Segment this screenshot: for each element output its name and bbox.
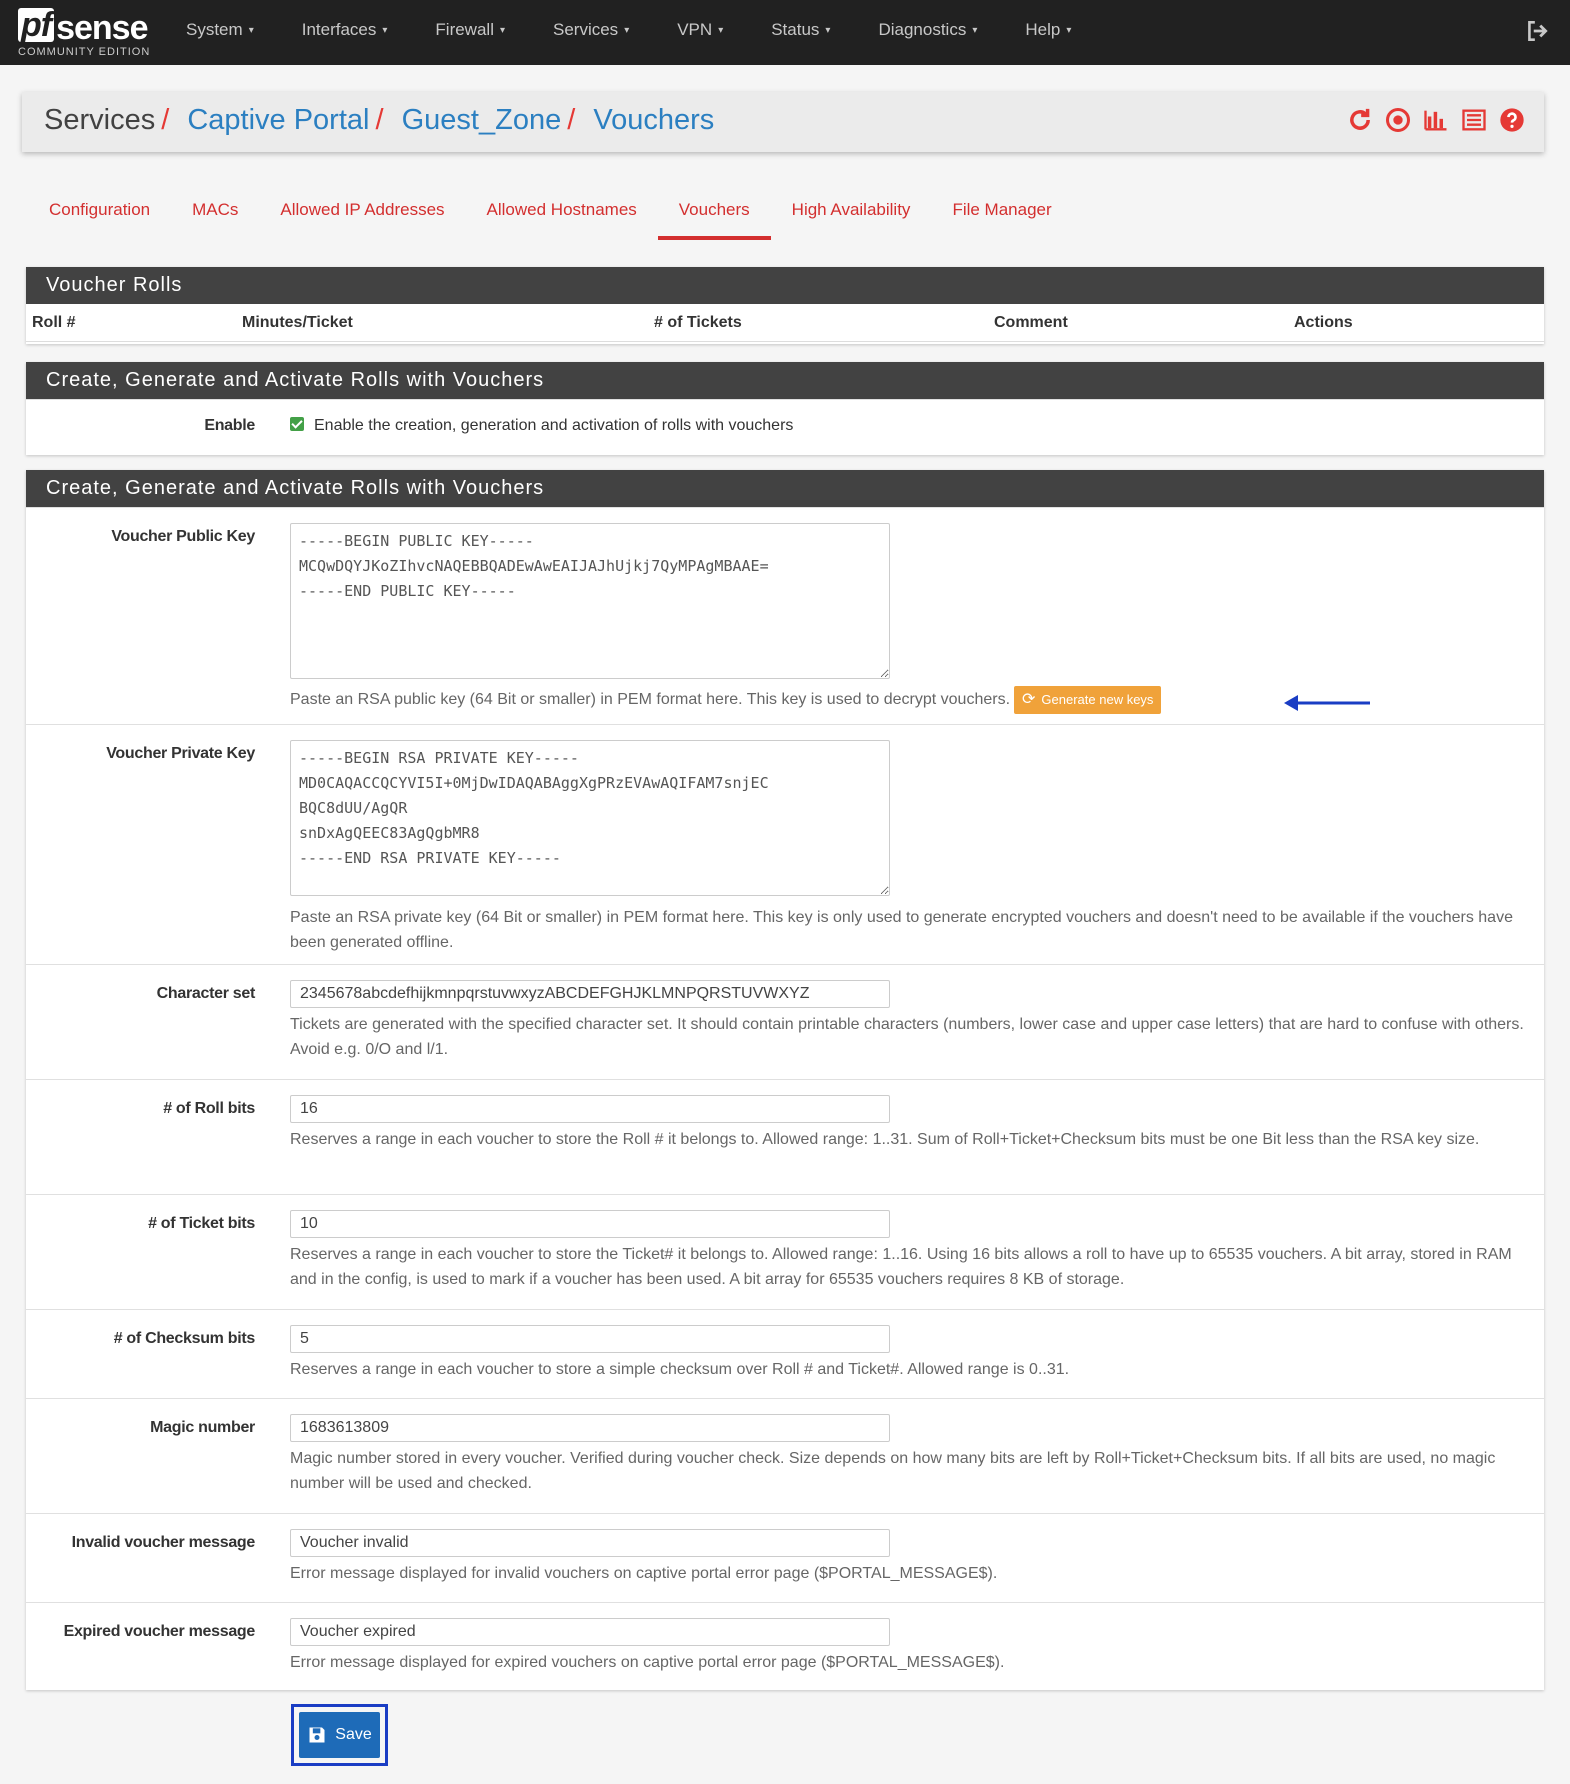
invalid-message-row <box>26 1513 1544 1602</box>
expired-message-help: Error message displayed for expired vouchers on captive portal error page ($PORTAL_MESSAGE$). <box>290 1654 1005 1671</box>
ticket-bits-row <box>26 1194 1544 1309</box>
breadcrumb-services: Services <box>44 104 156 136</box>
roll-bits-input[interactable] <box>290 1095 890 1123</box>
nav-firewall[interactable] <box>435 0 505 65</box>
voucher-rolls-table-header <box>26 304 1544 342</box>
ticket-bits-input[interactable] <box>290 1210 890 1238</box>
nav-status[interactable] <box>771 0 830 65</box>
charset-row <box>26 964 1544 1079</box>
caret-down-icon: ▾ <box>248 25 254 36</box>
help-icon[interactable] <box>1498 106 1526 134</box>
private-key-textarea[interactable] <box>290 740 890 896</box>
tab-allowed-ip-addresses[interactable]: Allowed IP Addresses <box>280 200 445 219</box>
col-actions: Actions <box>1294 314 1353 331</box>
private-key-label: Voucher Private Key <box>106 745 255 762</box>
breadcrumb-captive-portal[interactable]: Captive Portal <box>187 104 370 136</box>
breadcrumb-separator: / <box>567 104 576 136</box>
invalid-message-field <box>290 1529 1534 1586</box>
public-key-help-text: Paste an RSA public key (64 Bit or smaller) in PEM format here. This key is used to decrypt vouchers. <box>290 691 1011 709</box>
invalid-message-label: Invalid voucher message <box>71 1534 255 1551</box>
nav-firewall-label: Firewall <box>435 20 494 39</box>
save-icon <box>307 1725 327 1745</box>
caret-down-icon: ▾ <box>382 25 388 36</box>
col-roll: Roll # <box>32 314 76 331</box>
charset-input[interactable] <box>290 980 890 1008</box>
enable-panel <box>26 362 1544 455</box>
voucher-settings-panel <box>26 470 1544 1690</box>
ticket-bits-field <box>290 1210 1534 1292</box>
roll-bits-help: Reserves a range in each voucher to store the Roll # it belongs to. Allowed range: 1..31. Sum of Roll+Ticket+Checksum bits must be one Bit less than the RSA key size. <box>290 1131 1480 1148</box>
voucher-rolls-panel <box>26 267 1544 344</box>
col-num-tickets: # of Tickets <box>654 314 742 331</box>
caret-down-icon: ▾ <box>825 25 831 36</box>
enable-checkbox-label[interactable]: Enable the creation, generation and activation of rolls with vouchers <box>314 417 794 434</box>
public-key-textarea[interactable] <box>290 523 890 679</box>
breadcrumb-actions <box>1346 106 1526 134</box>
nav-menu <box>186 0 1119 65</box>
nav-vpn[interactable] <box>677 0 723 65</box>
checksum-bits-input[interactable] <box>290 1325 890 1353</box>
charset-help: Tickets are generated with the specified character set. It should contain printable characters (numbers, lower case and upper case letters) that are hard to confuse with others. Avoid e.g. 0/O and l/1. <box>290 1016 1524 1058</box>
logout-icon[interactable] <box>1524 18 1550 44</box>
breadcrumb-separator: / <box>161 104 170 136</box>
private-key-row <box>26 724 1544 964</box>
checksum-bits-label: # of Checksum bits <box>113 1330 255 1347</box>
invalid-message-input[interactable] <box>290 1529 890 1557</box>
nav-diagnostics[interactable] <box>878 0 977 65</box>
expired-message-input[interactable] <box>290 1618 890 1646</box>
caret-down-icon: ▾ <box>499 25 505 36</box>
breadcrumb-vouchers[interactable]: Vouchers <box>593 104 715 136</box>
caret-down-icon: ▾ <box>972 25 978 36</box>
enable-checkbox[interactable] <box>290 417 304 431</box>
nav-system[interactable] <box>186 0 254 65</box>
nav-help[interactable] <box>1025 0 1071 65</box>
annotation-arrow-icon <box>1282 691 1372 715</box>
logo-edition: COMMUNITY EDITION <box>18 46 151 58</box>
charset-label: Character set <box>156 985 255 1002</box>
invalid-message-help: Error message displayed for invalid vouchers on captive portal error page ($PORTAL_MESSAGE$). <box>290 1565 998 1582</box>
breadcrumb-separator: / <box>375 104 384 136</box>
refresh-icon[interactable] <box>1346 106 1374 134</box>
roll-bits-label: # of Roll bits <box>163 1100 255 1117</box>
generate-keys-button[interactable] <box>1014 686 1161 714</box>
col-comment: Comment <box>994 314 1068 331</box>
breadcrumb <box>44 104 714 137</box>
caret-down-icon: ▾ <box>718 25 724 36</box>
nav-services-label: Services <box>553 20 619 39</box>
checksum-bits-field <box>290 1325 1534 1382</box>
breadcrumb-guest-zone[interactable]: Guest_Zone <box>401 104 562 136</box>
save-highlight <box>291 1704 388 1766</box>
magic-number-help: Magic number stored in every voucher. Verified during voucher check. Size depends on how many bits are left by Roll+Ticket+Checksum bits. If all bits are used, no magic number will be used and checked. <box>290 1450 1496 1492</box>
generate-keys-label: Generate new keys <box>1041 692 1154 707</box>
top-navbar <box>0 0 1570 65</box>
nav-interfaces[interactable] <box>302 0 388 65</box>
checksum-bits-help: Reserves a range in each voucher to store a simple checksum over Roll # and Ticket#. Allowed range is 0..31. <box>290 1361 1070 1378</box>
ticket-bits-help: Reserves a range in each voucher to store the Ticket# it belongs to. Allowed range: 1..16. Using 16 bits allows a roll to have up to 65535 vouchers. A bit array, stored in RAM and in the config, is used to mark if a voucher has been used. A bit array for 65535 vouchers requires 8 KB of storage. <box>290 1246 1512 1288</box>
save-button[interactable] <box>299 1712 380 1758</box>
magic-number-input[interactable] <box>290 1414 890 1442</box>
expired-message-field <box>290 1618 1534 1675</box>
roll-bits-field <box>290 1095 1534 1152</box>
tab-allowed-hostnames[interactable]: Allowed Hostnames <box>486 200 637 219</box>
nav-system-label: System <box>186 20 243 39</box>
nav-vpn-label: VPN <box>677 20 713 39</box>
nav-diagnostics-label: Diagnostics <box>878 20 967 39</box>
logo-sense: sense <box>56 9 148 47</box>
public-key-label: Voucher Public Key <box>111 528 255 545</box>
chart-icon[interactable] <box>1422 106 1450 134</box>
logo-pf: pf <box>18 8 54 42</box>
roll-bits-row <box>26 1079 1544 1194</box>
charset-field <box>290 980 1534 1062</box>
tab-high-availability[interactable]: High Availability <box>791 200 911 219</box>
save-label: Save <box>335 1726 372 1743</box>
tab-configuration[interactable]: Configuration <box>49 200 151 219</box>
expired-message-row <box>26 1602 1544 1690</box>
tab-macs[interactable]: MACs <box>192 200 239 219</box>
nav-status-label: Status <box>771 20 820 39</box>
public-key-field <box>290 523 1534 714</box>
caret-down-icon: ▾ <box>1066 25 1072 36</box>
tab-file-manager[interactable]: File Manager <box>952 200 1052 219</box>
tab-vouchers[interactable]: Vouchers <box>658 190 771 240</box>
list-icon[interactable] <box>1460 106 1488 134</box>
enable-row <box>26 399 1544 455</box>
checksum-bits-row <box>26 1309 1544 1398</box>
pfsense-logo[interactable] <box>18 8 160 60</box>
enable-field <box>290 417 1534 435</box>
enable-panel-title: Create, Generate and Activate Rolls with Vouchers <box>26 362 1544 399</box>
magic-number-label: Magic number <box>150 1419 255 1436</box>
expired-message-label: Expired voucher message <box>63 1623 255 1640</box>
tab-bar <box>28 190 1073 240</box>
nav-help-label: Help <box>1025 20 1061 39</box>
nav-services[interactable] <box>553 0 629 65</box>
ticket-bits-label: # of Ticket bits <box>148 1215 255 1232</box>
magic-number-row <box>26 1398 1544 1513</box>
refresh-icon: ⟳ <box>1022 691 1036 708</box>
private-key-help: Paste an RSA private key (64 Bit or smaller) in PEM format here. This key is only used to generate encrypted vouchers and doesn't need to be available if the vouchers have been generated offline. <box>290 909 1513 951</box>
col-minutes-ticket: Minutes/Ticket <box>242 314 353 331</box>
voucher-rolls-title: Voucher Rolls <box>26 267 1544 304</box>
magic-number-field <box>290 1414 1534 1496</box>
voucher-settings-title: Create, Generate and Activate Rolls with Vouchers <box>26 470 1544 507</box>
nav-interfaces-label: Interfaces <box>301 20 377 39</box>
breadcrumb-panel <box>22 92 1544 152</box>
caret-down-icon: ▾ <box>624 25 630 36</box>
enable-label: Enable <box>204 417 255 434</box>
stop-icon[interactable] <box>1384 106 1412 134</box>
private-key-field <box>290 740 1534 955</box>
